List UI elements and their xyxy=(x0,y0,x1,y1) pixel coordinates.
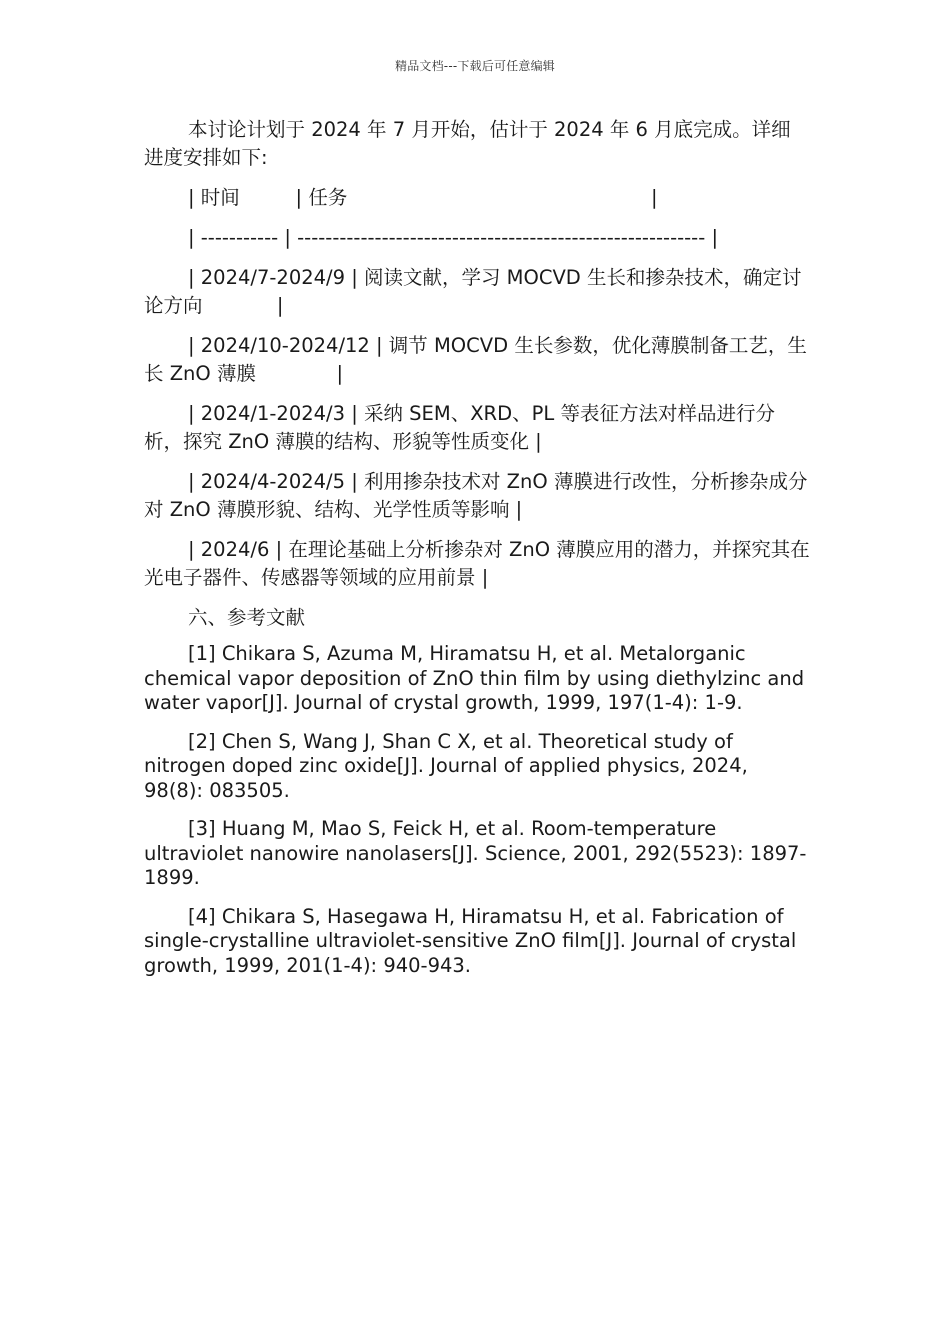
page-header: 精品文档---下载后可任意编辑 xyxy=(395,59,555,73)
schedule-table-header: | 时间 | 任务 | xyxy=(188,186,658,209)
schedule-table-row: | 2024/1-2024/3 | 采纳 SEM、XRD、PL 等表征方法对样品进行分析，探究 ZnO 薄膜的结构、形貌等性质变化 | xyxy=(144,402,775,453)
reference-item: [2] Chen S, Wang J, Shan C X, et al. Theoretical study of nitrogen doped zinc oxide[J]. Journal of applied physics, 2024, 98(8): 083505. xyxy=(144,729,748,802)
schedule-table-row: | 2024/6 | 在理论基础上分析掺杂对 ZnO 薄膜应用的潜力，并探究其在光电子器件、传感器等领域的应用前景 | xyxy=(144,538,810,589)
reference-item: [4] Chikara S, Hasegawa H, Hiramatsu H, et al. Fabrication of single-crystalline ultraviolet-sensitive ZnO film[J]. Journal of crystal growth, 1999, 201(1-4): 940-943. xyxy=(144,904,797,977)
schedule-intro: 本讨论计划于 2024 年 7 月开始，估计于 2024 年 6 月底完成。详细进度安排如下: xyxy=(144,118,791,169)
schedule-table-row: | 2024/10-2024/12 | 调节 MOCVD 生长参数，优化薄膜制备工艺，生长 ZnO 薄膜 | xyxy=(144,334,807,385)
schedule-table-row: | 2024/7-2024/9 | 阅读文献，学习 MOCVD 生长和掺杂技术，确定讨论方向 | xyxy=(144,266,802,317)
schedule-table-row: | 2024/4-2024/5 | 利用掺杂技术对 ZnO 薄膜进行改性，分析掺杂成分对 ZnO 薄膜形貌、结构、光学性质等影响 | xyxy=(144,470,808,521)
reference-item: [3] Huang M, Mao S, Feick H, et al. Room-temperature ultraviolet nanowire nanolasers[J]. Science, 2001, 292(5523): 1897-1899. xyxy=(144,817,807,889)
schedule-table-separator: | ----------- | ---------------------------------------------------------- | xyxy=(188,226,719,249)
reference-item: [1] Chikara S, Azuma M, Hiramatsu H, et al. Metalorganic chemical vapor deposition of ZnO thin film by using diethylzinc and water vapor[J]. Journal of crystal growth, 1999, 197(1-4): 1-9. xyxy=(144,642,805,714)
document-body xyxy=(144,116,810,992)
references-heading: 六、参考文献 xyxy=(188,606,306,629)
